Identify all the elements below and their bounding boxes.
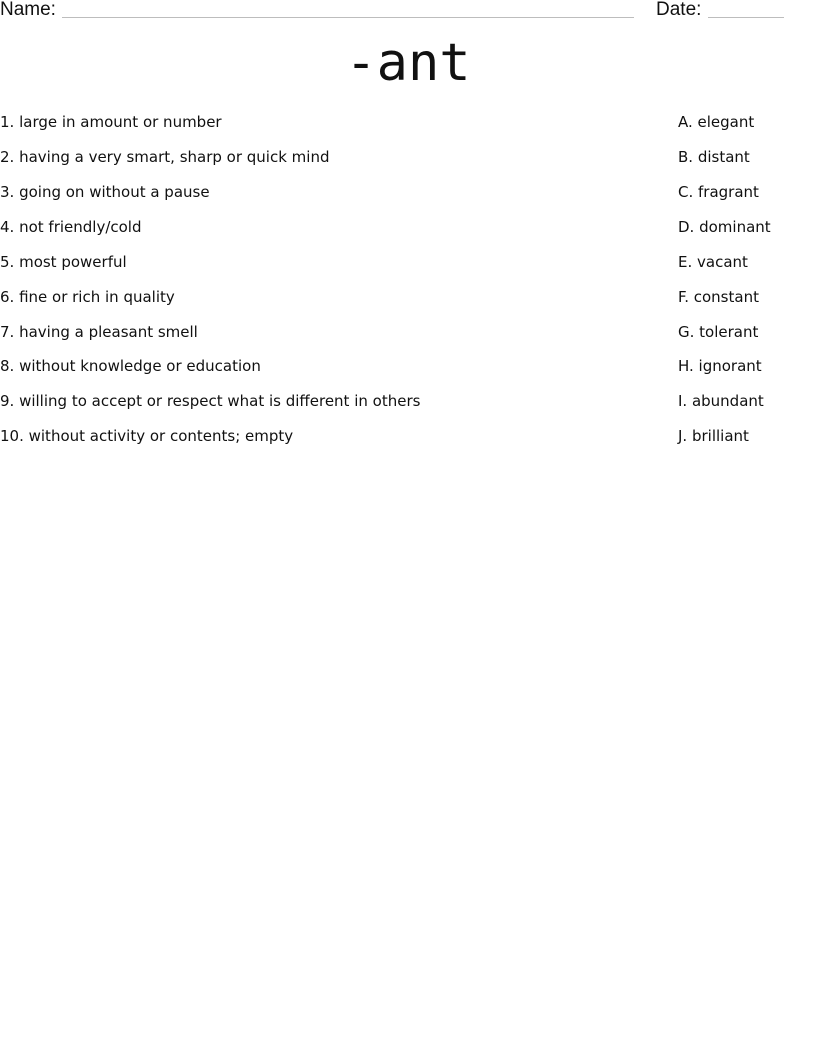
answer-item: F. constant	[678, 288, 759, 306]
clue-item: 2. having a very smart, sharp or quick mind	[0, 148, 330, 166]
clue-item: 10. without activity or contents; empty	[0, 427, 294, 445]
answer-item: G. tolerant	[678, 323, 759, 341]
name-label: Name:	[0, 0, 56, 20]
answer-item: I. abundant	[678, 392, 764, 410]
answer-item: D. dominant	[678, 218, 771, 236]
answer-item: C. fragrant	[678, 183, 759, 201]
clue-item: 5. most powerful	[0, 253, 127, 271]
clue-item: 9. willing to accept or respect what is different in others	[0, 392, 421, 410]
clue-item: 8. without knowledge or education	[0, 357, 261, 375]
answer-item: H. ignorant	[678, 357, 762, 375]
answer-item: B. distant	[678, 148, 750, 166]
date-field-line[interactable]	[708, 17, 784, 18]
name-field-line[interactable]	[62, 17, 634, 18]
answer-item: A. elegant	[678, 113, 755, 131]
answer-item: E. vacant	[678, 253, 748, 271]
clue-item: 7. having a pleasant smell	[0, 323, 198, 341]
clue-item: 1. large in amount or number	[0, 113, 222, 131]
clue-item: 4. not friendly/cold	[0, 218, 142, 236]
worksheet-title: -ant	[345, 33, 471, 93]
clue-item: 3. going on without a pause	[0, 183, 210, 201]
clue-item: 6. fine or rich in quality	[0, 288, 175, 306]
answer-item: J. brilliant	[678, 427, 749, 445]
header-row	[0, 0, 816, 24]
date-label: Date:	[656, 0, 702, 20]
